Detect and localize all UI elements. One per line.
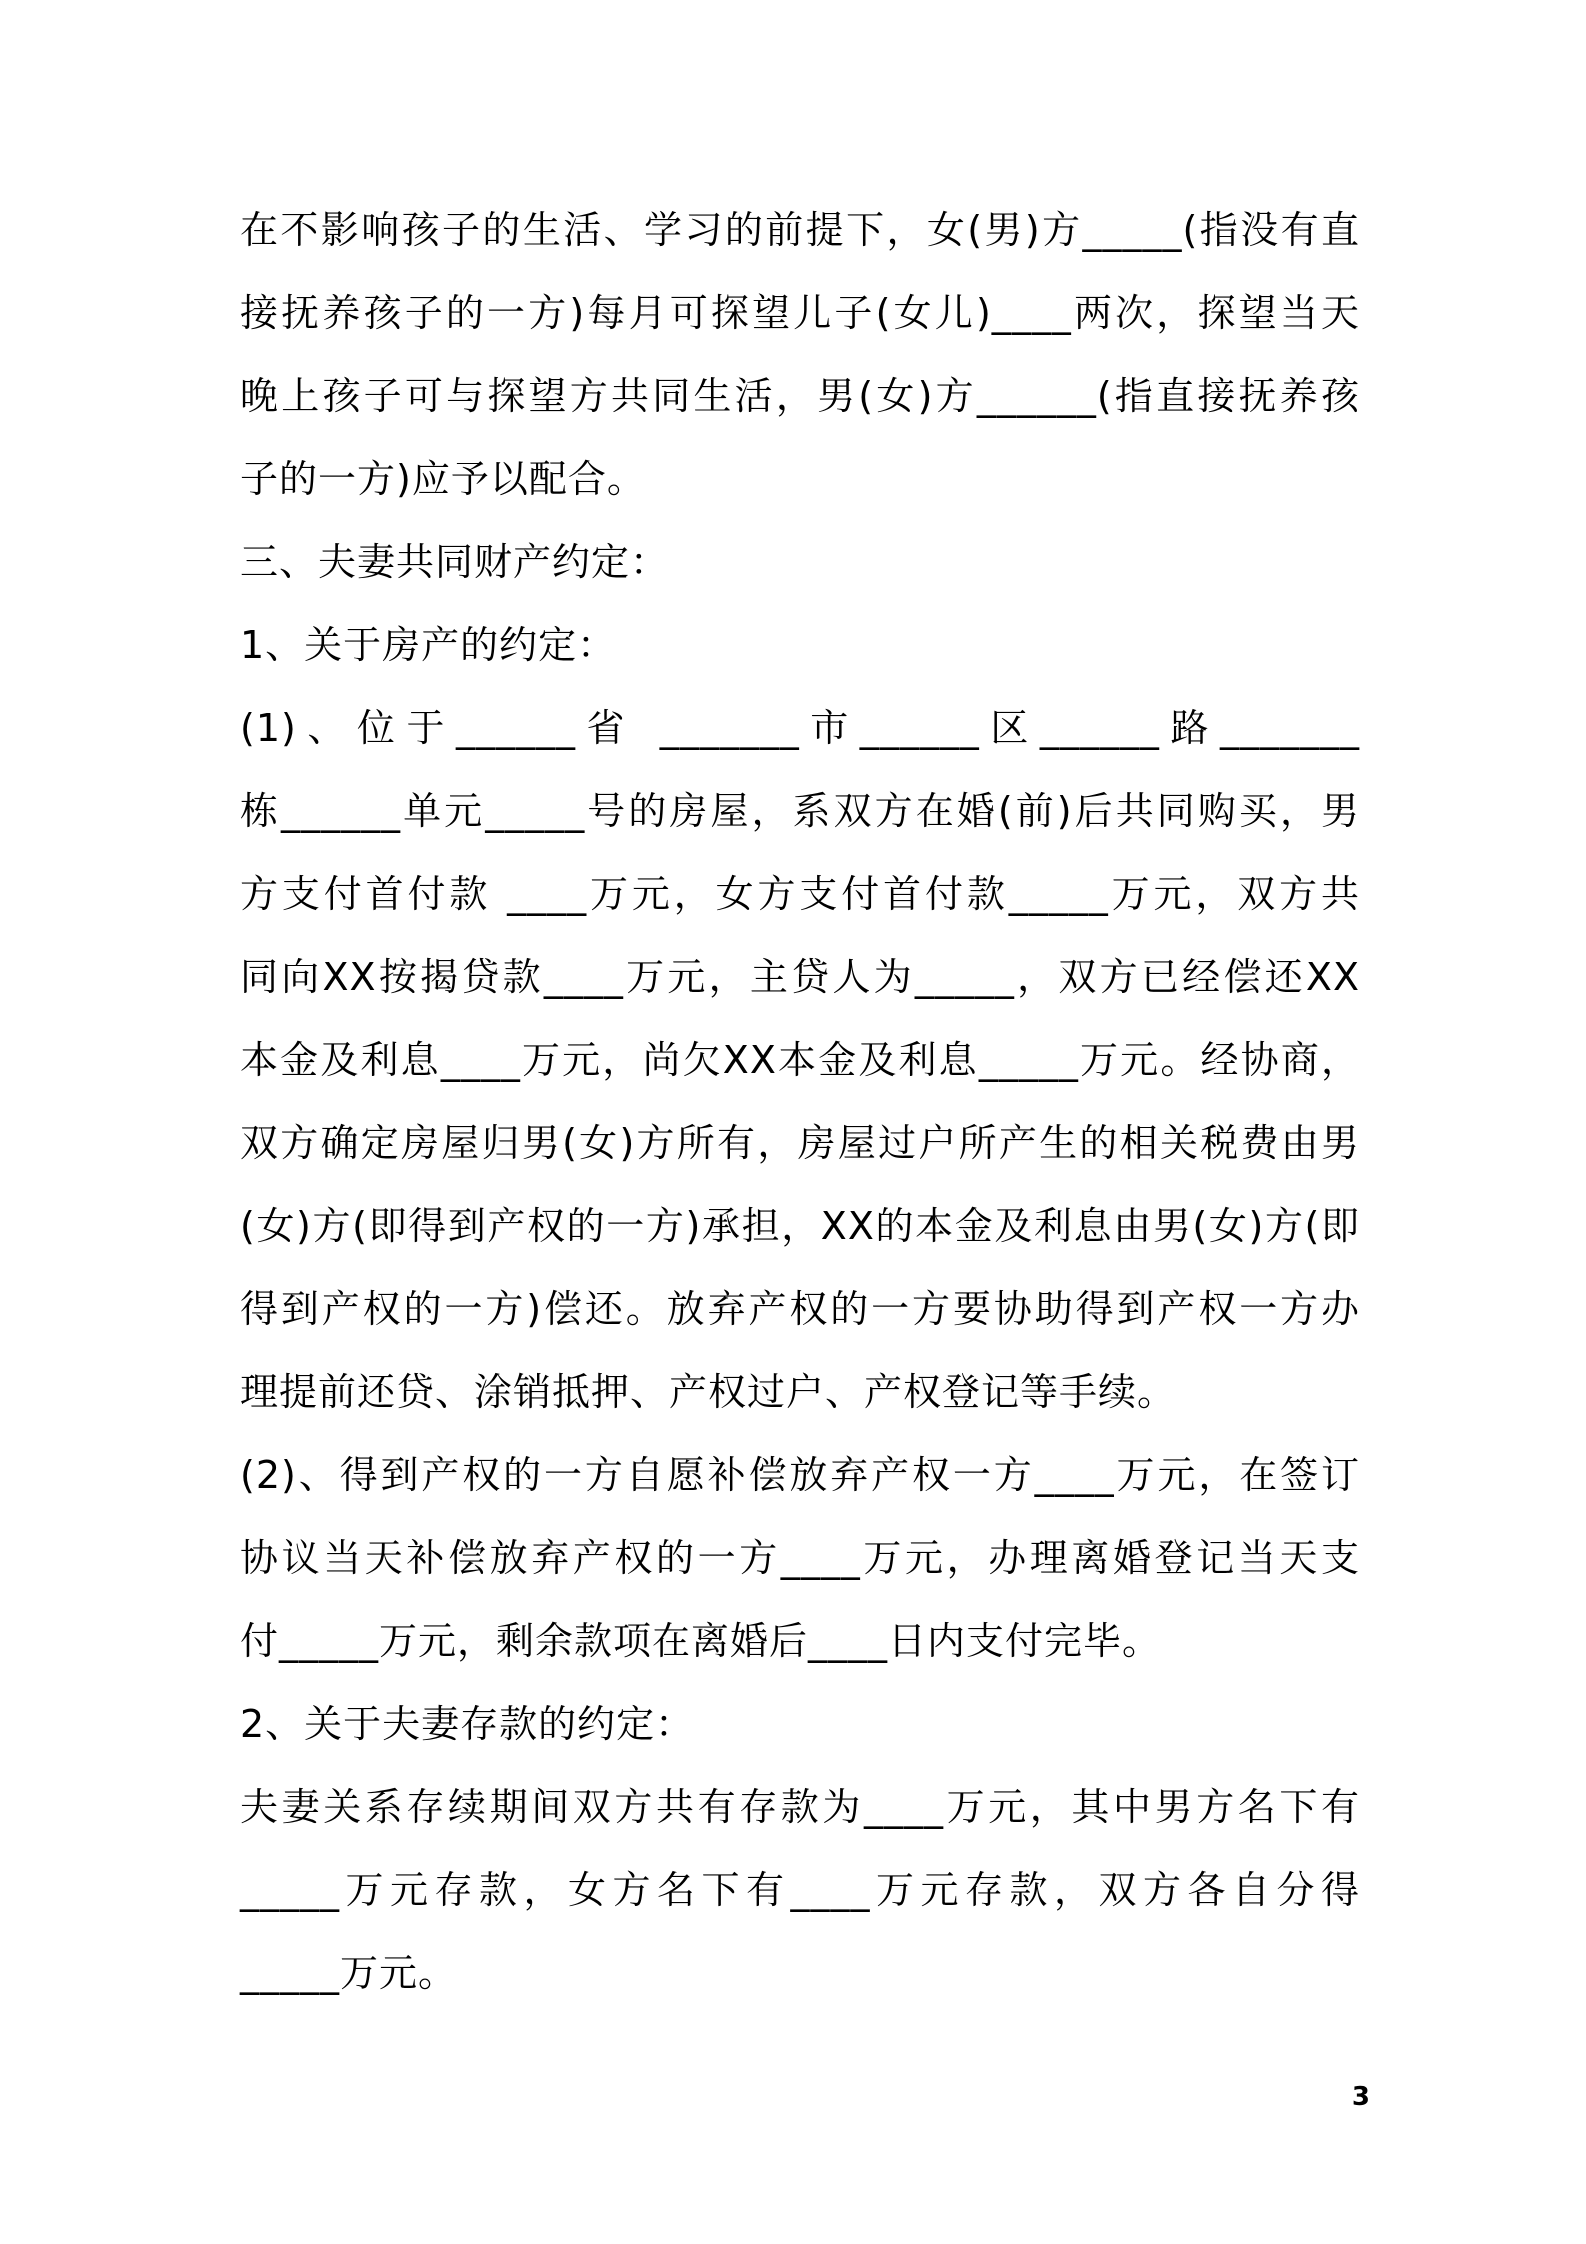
clause-2-line-2: 协议当天补偿放弃产权的一方____万元，办理离婚登记当天支 bbox=[240, 1536, 1360, 1580]
clause-1-line-2: 栋______单元_____号的房屋，系双方在婚(前)后共同购买，男 bbox=[240, 789, 1360, 833]
paragraph-visitation-line-3: 晚上孩子可与探望方共同生活，男(女)方______(指直接抚养孩 bbox=[240, 374, 1360, 418]
clause-1-line-6: 双方确定房屋归男(女)方所有，房屋过户所产生的相关税费由男 bbox=[240, 1121, 1360, 1165]
savings-line-2: _____万元存款，女方名下有____万元存款，双方各自分得 bbox=[240, 1868, 1360, 1912]
clause-1-line-4: 同向XX按揭贷款____万元，主贷人为_____，双方已经偿还XX bbox=[240, 955, 1360, 999]
savings-line-3: _____万元。 bbox=[240, 1951, 458, 1995]
paragraph-visitation-line-2: 接抚养孩子的一方)每月可探望儿子(女儿)____两次，探望当天 bbox=[240, 291, 1360, 335]
clause-1-line-5: 本金及利息____万元，尚欠XX本金及利息_____万元。经协商， bbox=[240, 1038, 1360, 1082]
paragraph-visitation-line-1: 在不影响孩子的生活、学习的前提下，女(男)方_____(指没有直 bbox=[240, 208, 1360, 252]
savings-line-1: 夫妻关系存续期间双方共有存款为____万元，其中男方名下有 bbox=[240, 1785, 1360, 1829]
subsection-heading-real-estate: 1、关于房产的约定： bbox=[240, 623, 617, 667]
clause-1-line-7: (女)方(即得到产权的一方)承担，XX的本金及利息由男(女)方(即 bbox=[240, 1204, 1360, 1248]
clause-1-line-9: 理提前还贷、涂销抵押、产权过户、产权登记等手续。 bbox=[240, 1370, 1177, 1414]
clause-1-line-3: 方支付首付款 ____万元，女方支付首付款_____万元，双方共 bbox=[240, 872, 1360, 916]
subsection-heading-savings: 2、关于夫妻存款的约定： bbox=[240, 1702, 695, 1746]
section-heading-joint-property: 三、夫妻共同财产约定： bbox=[240, 540, 670, 584]
clause-2-line-3: 付_____万元，剩余款项在离婚后____日内支付完毕。 bbox=[240, 1619, 1162, 1663]
clause-1-line-8: 得到产权的一方)偿还。放弃产权的一方要协助得到产权一方办 bbox=[240, 1287, 1360, 1331]
clause-2-line-1: (2)、得到产权的一方自愿补偿放弃产权一方____万元，在签订 bbox=[240, 1453, 1360, 1497]
page-number: 3 bbox=[1351, 2082, 1370, 2112]
paragraph-visitation-line-4: 子的一方)应予以配合。 bbox=[240, 457, 646, 501]
clause-1-line-1: (1)、位于______省 _______市______区______路_______ bbox=[240, 706, 1360, 750]
